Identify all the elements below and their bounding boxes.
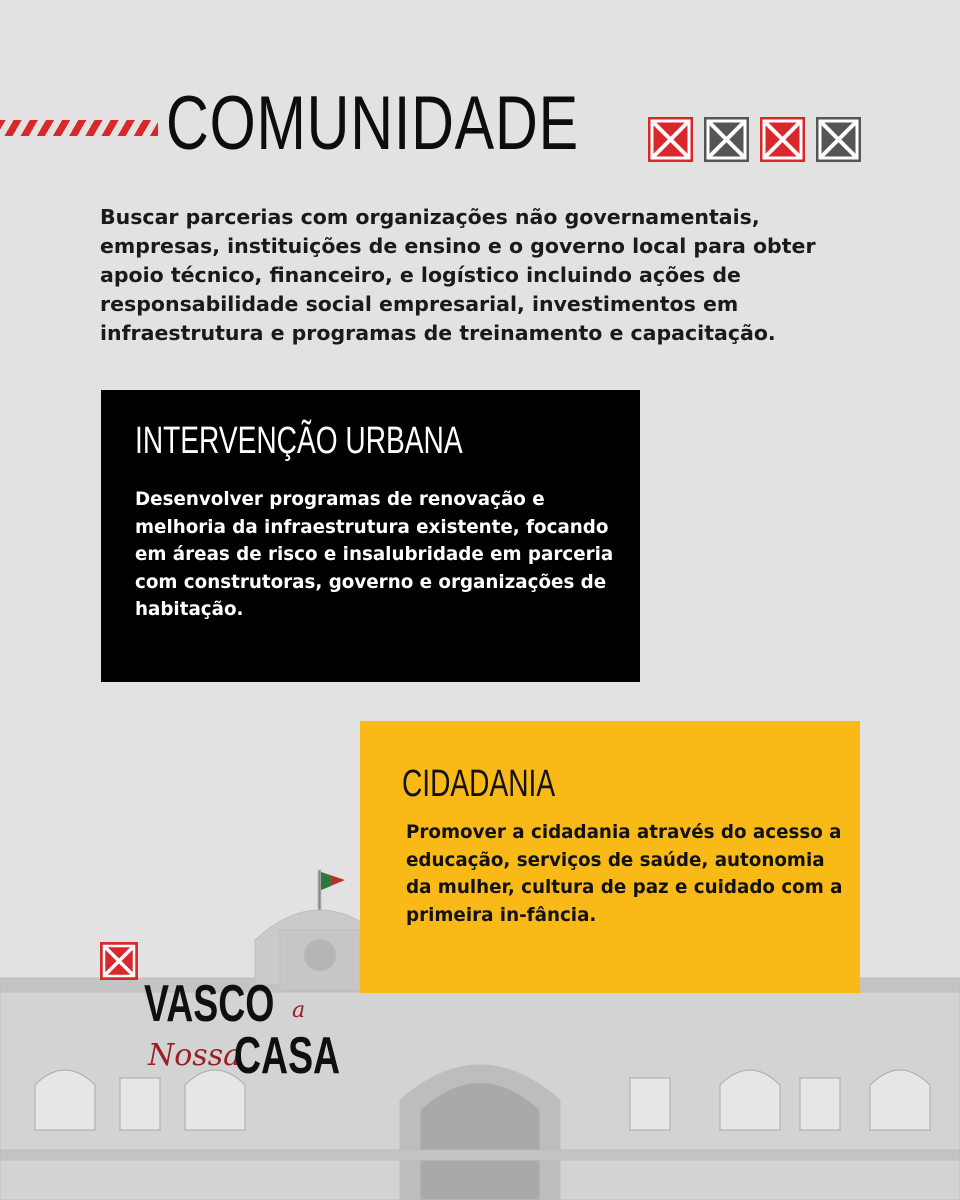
vasco-logo [100,942,360,1092]
saltire-tile-icon [760,117,805,162]
saltire-tile-icon [648,117,693,162]
header-tiles [648,117,861,162]
saltire-tile-icon [704,117,749,162]
urban-intervention-text: Desenvolver programas de renovação e melhoria da infraestrutura existente, focando em áreas de risco e insalubridade em parceria com construtoras, governo e organizações de habitação. [135,489,614,620]
urban-intervention-card [101,390,640,682]
citizenship-card [360,721,860,993]
urban-intervention-title: INTERVENÇÃO URBANA [135,420,463,462]
header-stripes [0,120,158,136]
logo-word-vasco: VASCO [144,975,275,1033]
intro-paragraph: Buscar parcerias com organizações não governamentais, empresas, instituições de ensino e o governo local para obter apoio técnico, financeiro, e logístico incluindo ações de responsabilidade social empresarial, investimentos em infraestrutura e programas de treinamento e capacitação. [100,205,816,345]
saltire-tile-icon [816,117,861,162]
logo-word-a: a [292,998,306,1023]
page-title: COMUNIDADE [166,81,579,166]
saltire-tile-icon [100,942,138,980]
logo-word-casa: CASA [234,1027,341,1085]
citizenship-text: Promover a cidadania através do acesso a educação, serviços de saúde, autonomia da mulher, cultura de paz e cuidado com a primeira in-fância. [406,822,843,926]
citizenship-title: CIDADANIA [402,763,556,805]
logo-word-nossa: Nossa [148,1038,241,1073]
